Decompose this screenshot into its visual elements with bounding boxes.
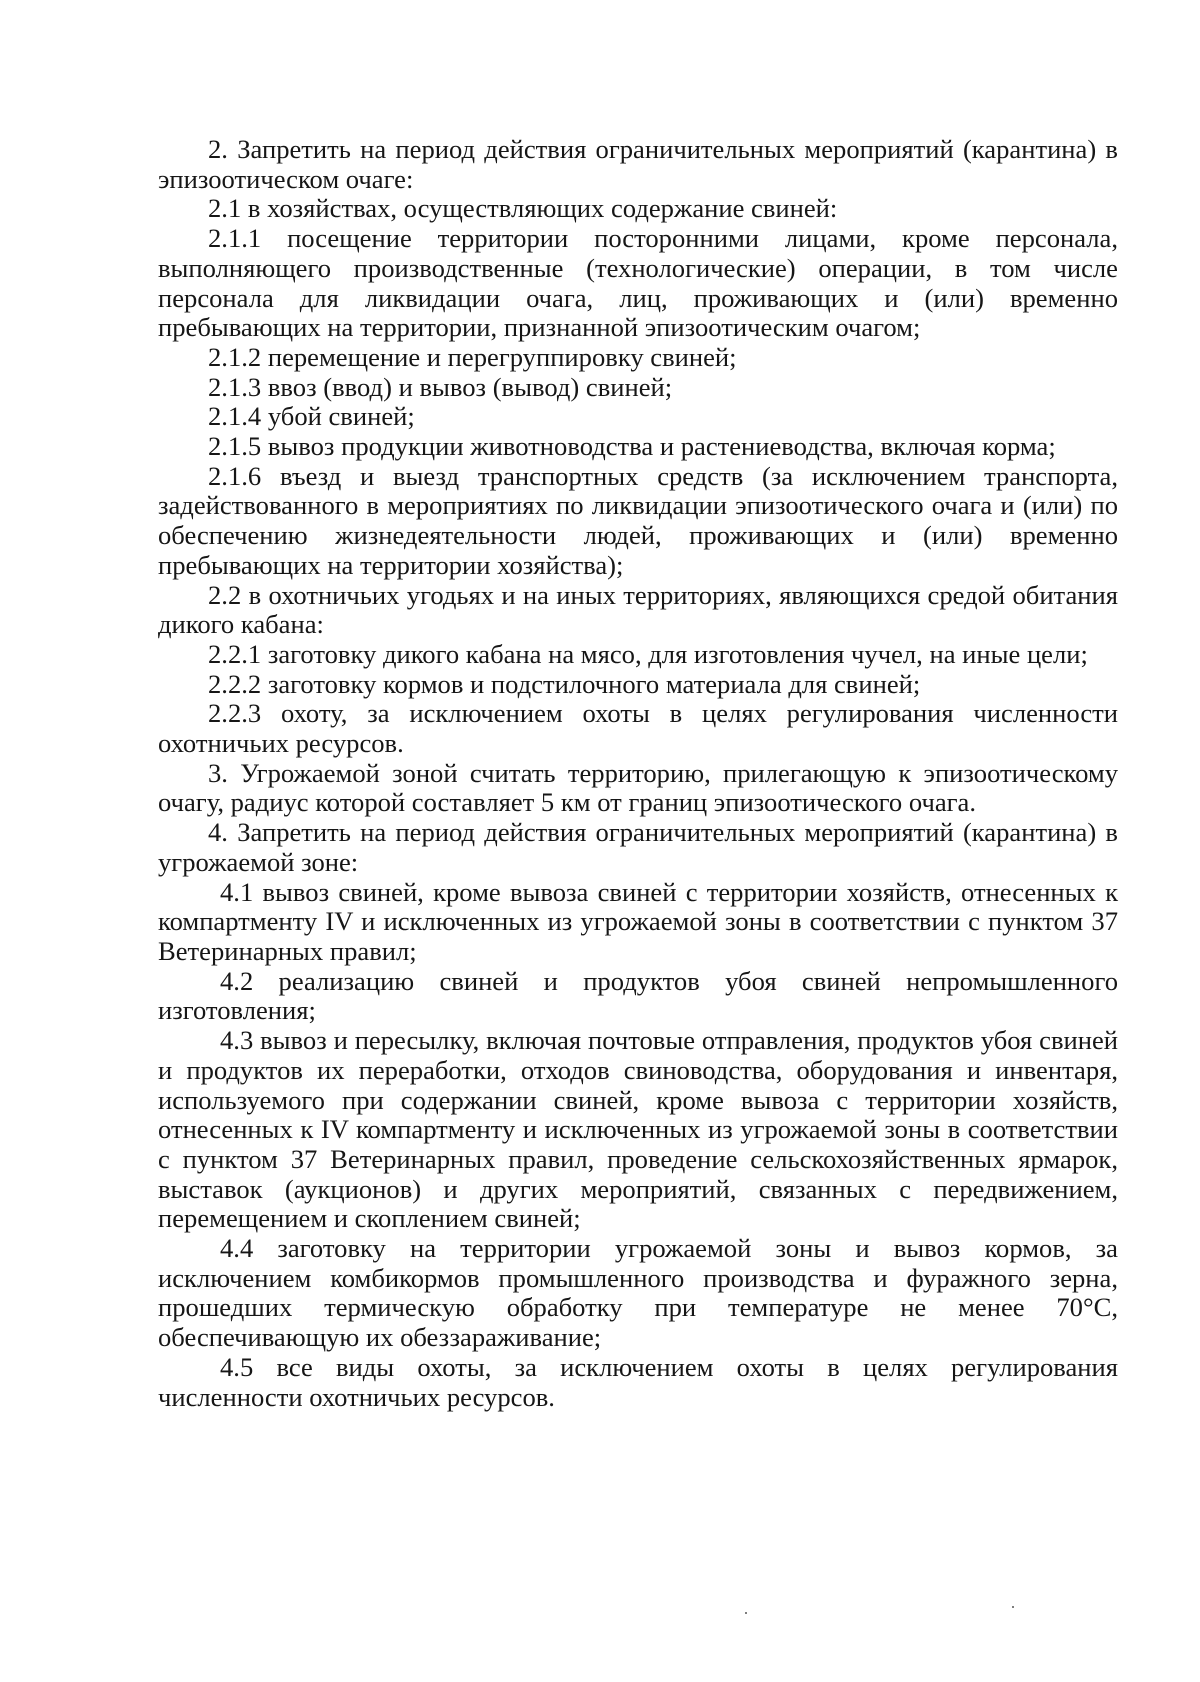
- paragraph-2-1-2: 2.1.2 перемещение и перегруппировку свиней;: [208, 341, 737, 372]
- paragraph-2-1-3: 2.1.3 ввоз (ввод) и вывоз (вывод) свиней;: [208, 371, 673, 402]
- paragraph-2-1: 2.1 в хозяйствах, осуществляющих содержание свиней:: [208, 193, 838, 224]
- paragraph-2-2-2: 2.2.2 заготовку кормов и подстилочного материала для свиней;: [208, 668, 921, 699]
- paragraph-4: 4. Запретить на период действия ограничительных мероприятий (карантина) в угрожаемой зоне:: [158, 817, 1118, 877]
- paragraph-2: 2. Запретить на период действия ограничительных мероприятий (карантина) в эпизоотическом очаге:: [158, 134, 1118, 194]
- paragraph-2-1-4: 2.1.4 убой свиней;: [208, 401, 415, 432]
- scan-speck: [1012, 1606, 1014, 1608]
- paragraph-2-2-3: 2.2.3 охоту, за исключением охоты в целях регулирования численности охотничьих ресурсов.: [158, 698, 1118, 759]
- scan-speck: [745, 1612, 747, 1614]
- paragraph-2-1-1: 2.1.1 посещение территории посторонними лицами, кроме персонала, выполняющего производственные (технологические) операции, в том числе персонала для ликвидации очага, лиц, проживающих и (или) временно пребывающих на территории, признанной эпизоотическим очагом;: [158, 223, 1118, 343]
- paragraph-4-4: 4.4 заготовку на территории угрожаемой зоны и вывоз кормов, за исключением комбикормов промышленного производства и фуражного зерна, прошедших термическую обработку при температуре не менее 70°С, обеспечивающую их обеззараживание;: [158, 1233, 1118, 1353]
- paragraph-2-1-6: 2.1.6 въезд и выезд транспортных средств (за исключением транспорта, задействованного в мероприятиях по ликвидации эпизоотического очага и (или) по обеспечению жизнедеятельности людей, проживающих и (или) временно пребывающих на территории хозяйства);: [158, 460, 1118, 580]
- paragraph-4-3: 4.3 вывоз и пересылку, включая почтовые отправления, продуктов убоя свиней и продуктов их переработки, отходов свиноводства, оборудования и инвентаря, используемого при содержании свиней, кроме вывоза с территории хозяйств, отнесенных к IV компартменту и исключенных из угрожаемой зоны в соответствии с пунктом 37 Ветеринарных правил, проведение сельскохозяйственных ярмарок, выставок (аукционов) и других мероприятий, связанных с передвижением, перемещением и скоплением свиней;: [158, 1025, 1118, 1234]
- paragraph-4-1: 4.1 вывоз свиней, кроме вывоза свиней с территории хозяйств, отнесенных к компартменту IV и исключенных из угрожаемой зоны в соответствии с пунктом 37 Ветеринарных правил;: [158, 876, 1118, 966]
- document-body: [158, 135, 1118, 1412]
- paragraph-2-2: 2.2 в охотничьих угодьях и на иных территориях, являющихся средой обитания дикого кабана:: [158, 579, 1118, 640]
- paragraph-4-5: 4.5 все виды охоты, за исключением охоты в целях регулирования численности охотничьих ресурсов.: [158, 1351, 1118, 1412]
- paragraph-4-2: 4.2 реализацию свиней и продуктов убоя свиней непромышленного изготовления;: [158, 965, 1118, 1026]
- paragraph-2-2-1: 2.2.1 заготовку дикого кабана на мясо, для изготовления чучел, на иные цели;: [208, 638, 1088, 669]
- paragraph-2-1-5: 2.1.5 вывоз продукции животноводства и растениеводства, включая корма;: [208, 431, 1056, 462]
- paragraph-3: 3. Угрожаемой зоной считать территорию, прилегающую к эпизоотическому очагу, радиус которой составляет 5 км от границ эпизоотического очага.: [158, 757, 1118, 818]
